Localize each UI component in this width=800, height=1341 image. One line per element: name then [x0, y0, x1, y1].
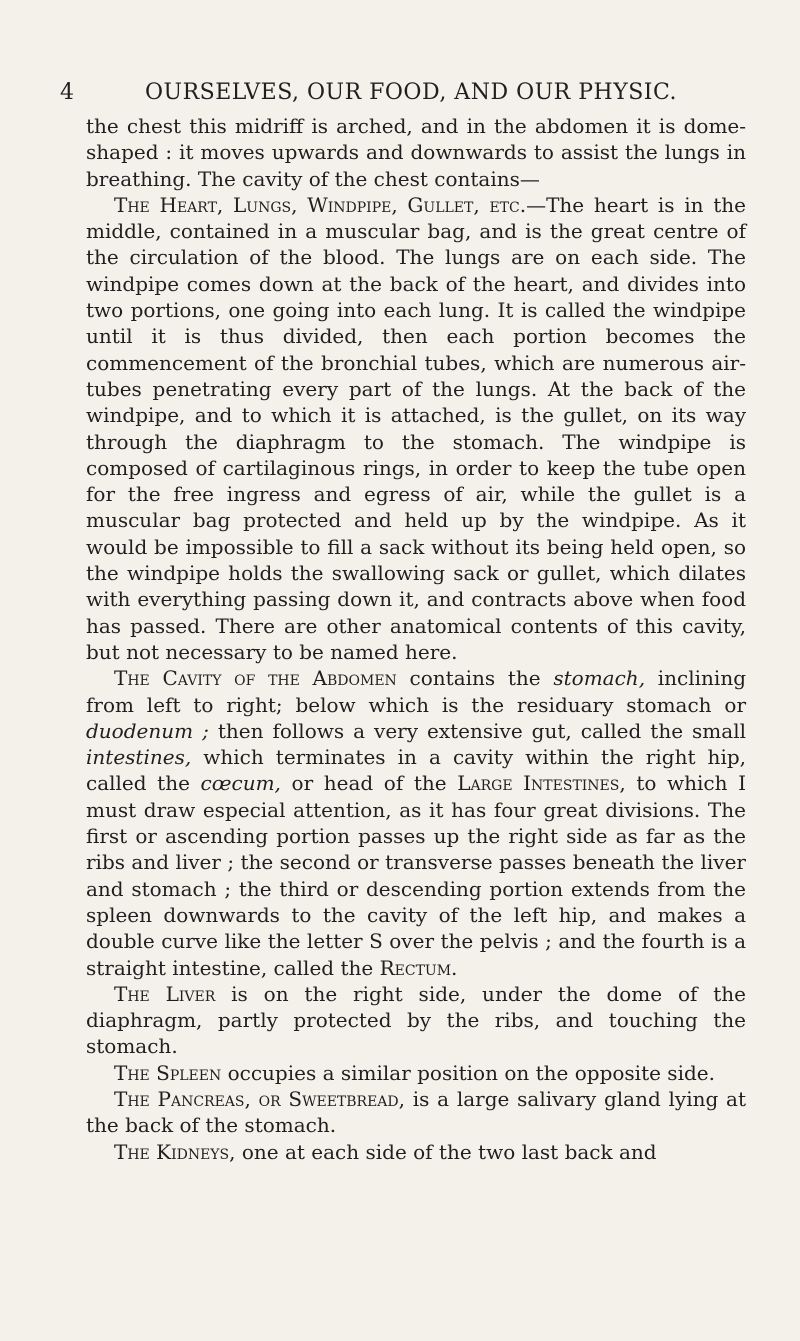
paragraph-spleen	[86, 1060, 746, 1086]
section-lead: The Cavity of the Abdomen	[114, 666, 397, 691]
paragraph-text: to which I must draw especial attention, as it has four great divisions. The first or ascending portion passes up the right side as far as the ribs and liver ; the second or transverse passes beneath the liver and stomach ; the third or descending portion extends from the spleen downwards to the cavity of the left hip, and makes a double curve like the letter S over the pelvis ; and the fourth is a straight intestine, called the	[86, 771, 747, 980]
section-lead: The Liver	[114, 981, 216, 1006]
paragraph-text: the chest this midriff is arched, and in the abdomen it is dome-shaped : it moves upwards and downwards to assist the lungs in breathing. The cavity of the chest contains—	[86, 114, 746, 191]
term-intestines: intestines,	[86, 745, 192, 770]
paragraph-text: occupies a similar position on the opposite side.	[221, 1060, 715, 1085]
paragraph-pancreas	[86, 1086, 746, 1139]
term-stomach: stomach,	[553, 666, 646, 691]
paragraph-kidneys	[86, 1139, 746, 1165]
term-duodenum: duodenum ;	[86, 718, 209, 743]
paragraph-text: is on the right side, under the dome of the diaphragm, partly protected by the ribs, and touching the stomach.	[86, 981, 746, 1059]
section-lead: The Heart, Lungs, Windpipe, Gullet, etc.	[114, 192, 527, 217]
paragraph-text: is a large salivary gland lying at the back of the stomach.	[86, 1086, 746, 1138]
body-text	[86, 113, 746, 1165]
paragraph-intro	[86, 113, 746, 192]
paragraph-heart	[86, 192, 746, 665]
paragraph-text: inclining from left to right; below which is the residuary stomach or	[86, 666, 747, 717]
section-lead: The Kidneys,	[114, 1139, 236, 1164]
section-lead: The Spleen	[114, 1060, 222, 1085]
paragraph-text: —The heart is in the middle, contained in a muscular bag, and is the great centre of the circulation of the blood. The lungs are on each side. The windpipe comes down at the back of the heart, and divides into two portions, one going into each lung. It is called the windpipe until it is thus divided, then each portion becomes the commencement of the bronchial tubes, which are numerous air-tubes penetrating every part of the lungs. At the back of the windpipe, and to which it is attached, is the gullet, on its way through the diaphragm to the stomach. The windpipe is composed of cartilaginous rings, in order to keep the tube open for the free ingress and egress of air, while the gullet is a muscular bag protected and held up by the windpipe. As it would be impossible to fill a sack without its being held open, so the windpipe holds the swallowing sack or gullet, which dilates with everything passing down it, and contracts above when food has passed. There are other anatomical contents of this cavity, but not necessary to be named here.	[86, 192, 746, 664]
paragraph-text: which terminates in a cavity within the right hip, called the	[86, 745, 746, 796]
term-large-intestines: Large Intestines,	[457, 771, 626, 796]
paragraph-liver	[86, 981, 746, 1060]
section-lead: The Pancreas, or Sweetbread,	[114, 1086, 406, 1111]
paragraph-text: then follows a very extensive gut, called the small	[208, 718, 746, 743]
paragraph-abdomen	[86, 665, 746, 981]
term-coecum: cœcum,	[200, 771, 281, 796]
running-head	[60, 80, 750, 110]
running-title: OURSELVES, OUR FOOD, AND OUR PHYSIC.	[145, 80, 678, 105]
paragraph-text: or head of the	[280, 771, 458, 796]
page-number: 4	[60, 80, 75, 105]
paragraph-text: one at each side of the two last back and	[235, 1139, 657, 1164]
term-rectum: Rectum.	[379, 955, 458, 980]
paragraph-text: contains the	[396, 666, 554, 691]
